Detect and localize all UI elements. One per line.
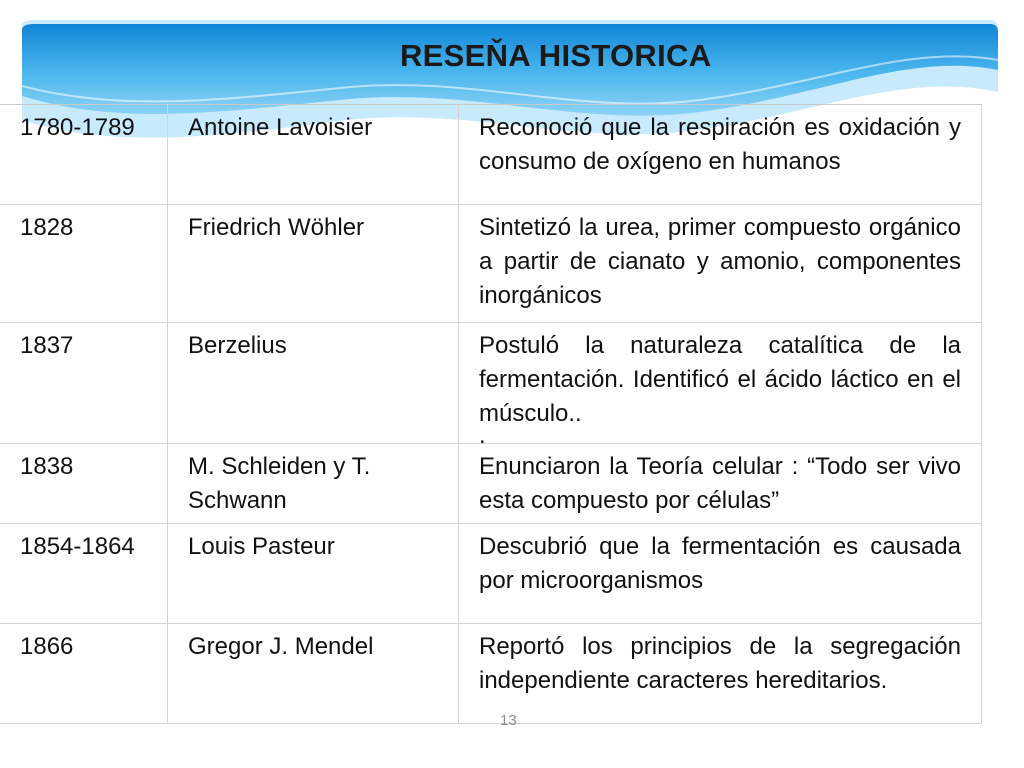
year-cell: 1837 <box>0 323 168 444</box>
scientist-cell: Berzelius <box>168 323 459 444</box>
description-cell <box>459 323 982 444</box>
scientist-cell: Friedrich Wöhler <box>168 205 459 323</box>
table-row <box>0 323 982 444</box>
stray-period: . <box>479 422 486 444</box>
scientist-cell: Gregor J. Mendel <box>168 624 459 724</box>
table-row <box>0 105 982 205</box>
history-table <box>0 104 982 724</box>
table-row <box>0 624 982 724</box>
table-row <box>0 205 982 323</box>
scientist-cell: M. Schleiden y T. Schwann <box>168 444 459 524</box>
year-cell: 1854-1864 <box>0 524 168 624</box>
table-row <box>0 524 982 624</box>
year-cell: 1866 <box>0 624 168 724</box>
scientist-cell: Antoine Lavoisier <box>168 105 459 205</box>
year-cell: 1838 <box>0 444 168 524</box>
description-cell: Sintetizó la urea, primer compuesto orgánico a partir de cianato y amonio, componentes inorgánicos <box>459 205 982 323</box>
scientist-cell: Louis Pasteur <box>168 524 459 624</box>
description-cell: Descubrió que la fermentación es causada por microorganismos <box>459 524 982 624</box>
year-cell: 1780-1789 <box>0 105 168 205</box>
year-cell: 1828 <box>0 205 168 323</box>
table-row <box>0 444 982 524</box>
description-cell: Enunciaron la Teoría celular : “Todo ser vivo esta compuesto por células” <box>459 444 982 524</box>
description-text: Postuló la naturaleza catalítica de la fermentación. Identificó el ácido láctico en el músculo.. <box>479 332 961 427</box>
slide-title: RESEŇA HISTORICA <box>400 38 712 73</box>
description-cell: Reportó los principios de la segregación independiente caracteres hereditarios. <box>459 624 982 724</box>
description-cell: Reconoció que la respiración es oxidación y consumo de oxígeno en humanos <box>459 105 982 205</box>
slide-number: 13 <box>500 712 517 729</box>
